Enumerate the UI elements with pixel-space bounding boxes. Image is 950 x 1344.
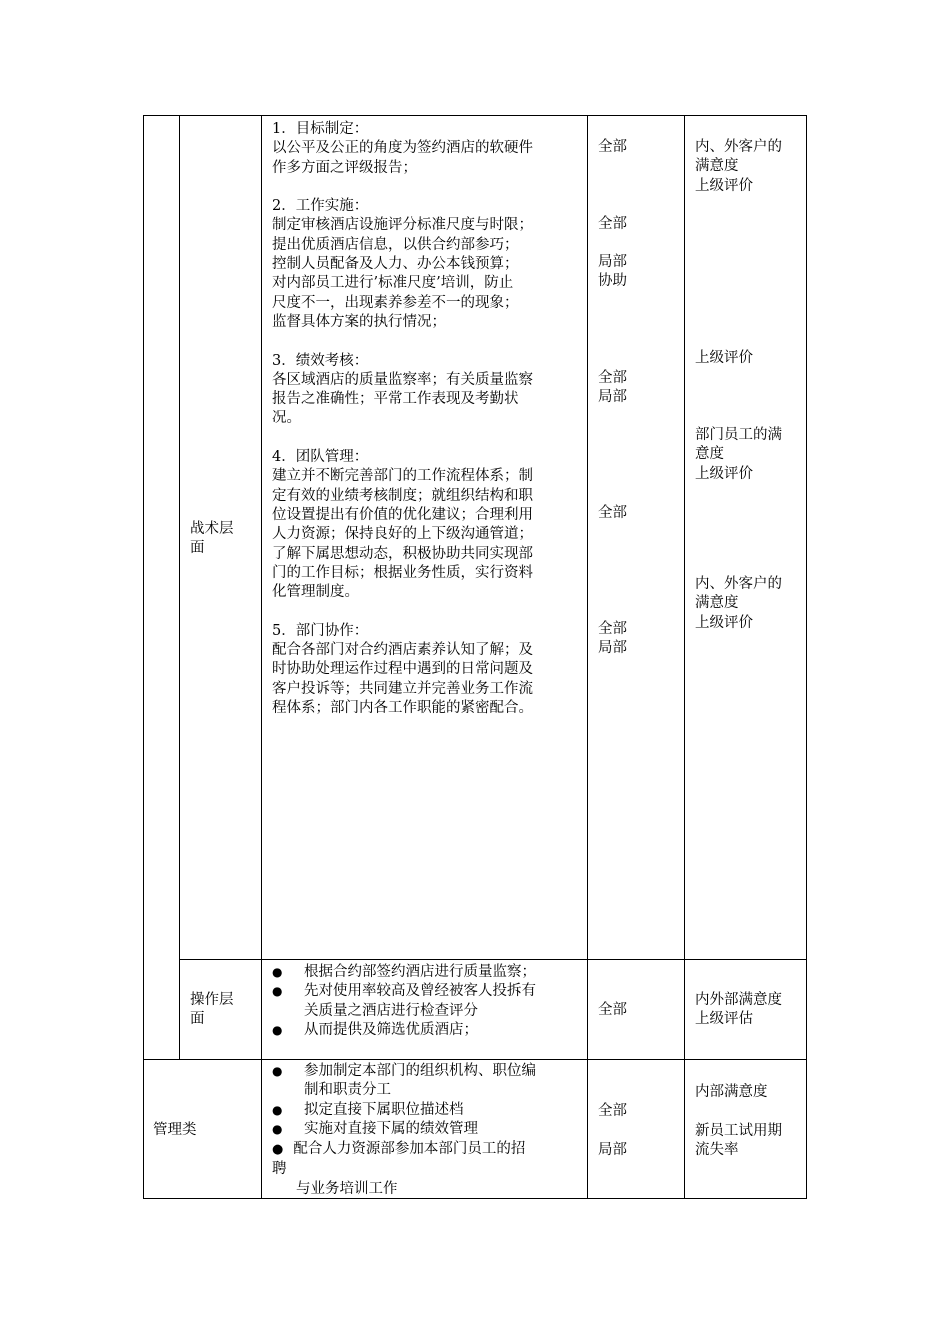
tactical-section-line: 况。	[272, 410, 301, 427]
table-top-border	[143, 115, 807, 116]
tactical-section-line: 作多方面之评级报告；	[272, 159, 417, 176]
bullet-icon: ●	[272, 965, 283, 979]
management-bullet-2: ● 拟定直接下属职位描述档	[270, 1101, 536, 1120]
table-left-border	[143, 115, 144, 1199]
bullet-icon: ●	[272, 1142, 284, 1157]
management-eval-2: 新员工试用期 流失率	[695, 1123, 782, 1159]
tactical-section-line: 监督具体方案的执行情况；	[272, 313, 446, 330]
tactical-section-line: 尺度不一，出现素养参差不一的现象；	[272, 294, 519, 311]
tactical-section-line: 门的工作目标；根据业务性质，实行资料	[272, 564, 533, 581]
operational-bullet-3: ● 从而提供及筛选优质酒店；	[270, 1021, 536, 1040]
tactical-eval-1: 内、外客户的 满意度 上级评价	[695, 139, 782, 194]
tactical-section-heading: 2．工作实施：	[272, 198, 369, 215]
tactical-section-line: 了解下属思想动态，积极协助共同实现部	[272, 545, 533, 562]
tactical-scope-5: 全部	[598, 505, 627, 521]
table-bottom-border	[143, 1198, 807, 1199]
tactical-scope-6: 全部 局部	[598, 621, 627, 657]
operational-eval: 内外部满意度 上级评估	[695, 992, 782, 1028]
management-bullet-4-wrap-2: 与业务培训工作	[296, 1181, 398, 1197]
management-scope-1: 全部	[598, 1103, 627, 1119]
management-bullet-4: ● 配合人力资源部参加本部门员工的招	[272, 1141, 526, 1157]
tactical-section-2	[272, 197, 533, 332]
management-bullets	[270, 1062, 536, 1139]
col-divider-4	[684, 115, 685, 1199]
tactical-section-heading: 5．部门协作：	[272, 622, 369, 639]
tactical-section-heading: 3．绩效考核：	[272, 352, 369, 369]
operational-label: 操作层 面	[190, 992, 234, 1028]
management-bullet-4-wrap-1: 聘	[272, 1161, 287, 1177]
tactical-section-line: 化管理制度。	[272, 584, 359, 601]
tactical-section-heading: 1．目标制定：	[272, 121, 369, 137]
tactical-scope-3: 局部 协助	[598, 254, 627, 290]
management-eval-1: 内部满意度	[695, 1084, 768, 1100]
tactical-scope-1: 全部	[598, 139, 627, 155]
tactical-section-line: 客户投诉等；共同建立并完善业务工作流	[272, 680, 533, 697]
col-divider-2	[261, 115, 262, 1199]
tactical-section-line: 控制人员配备及人力、办公本钱预算；	[272, 256, 519, 273]
row-divider-tactical	[179, 959, 807, 960]
tactical-section-line: 定有效的业绩考核制度；就组织结构和职	[272, 487, 533, 504]
operational-bullet-1: ● 根据合约部签约酒店进行质量监察；	[270, 963, 536, 982]
management-scope-2: 局部	[598, 1142, 627, 1158]
operational-bullet-2: ● 先对使用率较高及曾经被客人投拆有 关质量之酒店进行检查评分	[272, 983, 536, 1019]
management-bullet-3: ● 实施对直接下属的绩效管理	[270, 1120, 536, 1139]
tactical-section-line: 时协助处理运作过程中遇到的日常问题及	[272, 661, 533, 678]
tactical-section-line: 对内部员工进行’标准尺度’培训，防止	[272, 275, 514, 292]
bullet-icon: ●	[272, 1121, 283, 1136]
tactical-section-line: 位设置提出有价值的优化建议；合理利用	[272, 506, 533, 523]
tactical-section-4	[272, 448, 533, 602]
tactical-section-line: 报告之准确性；平常工作表现及考勤状	[272, 391, 519, 408]
tactical-section-heading: 4．团队管理：	[272, 449, 369, 466]
tactical-scope-4: 全部 局部	[598, 370, 627, 406]
row-divider-operational	[143, 1059, 807, 1060]
tactical-label: 战术层 面	[190, 521, 234, 557]
tactical-section-1	[272, 120, 533, 178]
tactical-section-line: 程体系；部门内各工作职能的紧密配合。	[272, 699, 533, 716]
tactical-section-3	[272, 352, 533, 429]
col-divider-3	[587, 115, 588, 1199]
bullet-icon: ●	[272, 1064, 283, 1078]
tactical-section-line: 提出优质酒店信息，以供合约部参巧；	[272, 236, 519, 253]
tactical-section-line: 建立并不断完善部门的工作流程体系；制	[272, 468, 533, 485]
bullet-icon: ●	[272, 1102, 283, 1117]
tactical-section-line: 配合各部门对合约酒店素养认知了解；及	[272, 642, 533, 659]
bullet-icon: ●	[272, 1022, 283, 1037]
bullet-icon: ●	[272, 984, 283, 999]
tactical-eval-2: 上级评价	[695, 350, 753, 366]
tactical-section-line: 人力资源；保持良好的上下级沟通管道；	[272, 526, 533, 543]
management-bullet-1: ● 参加制定本部门的组织机构、职位编 制和职责分工	[272, 1063, 536, 1099]
tactical-section-5	[272, 622, 533, 718]
operational-scope: 全部	[598, 1002, 627, 1018]
tactical-eval-4: 内、外客户的 满意度 上级评价	[695, 576, 782, 631]
management-label: 管理类	[153, 1122, 197, 1138]
tactical-section-line: 制定审核酒店设施评分标准尺度与时限；	[272, 217, 533, 234]
tactical-section-line: 各区域酒店的质量监察率；有关质量监察	[272, 371, 533, 388]
operational-bullets	[270, 963, 536, 1040]
table-right-border	[806, 115, 807, 1199]
tactical-scope-2: 全部	[598, 216, 627, 232]
col-divider-1	[179, 115, 180, 1059]
tactical-content	[272, 120, 533, 718]
tactical-eval-3: 部门员工的满 意度 上级评价	[695, 427, 782, 482]
tactical-section-line: 以公平及公正的角度为签约酒店的软硬件	[272, 140, 533, 157]
